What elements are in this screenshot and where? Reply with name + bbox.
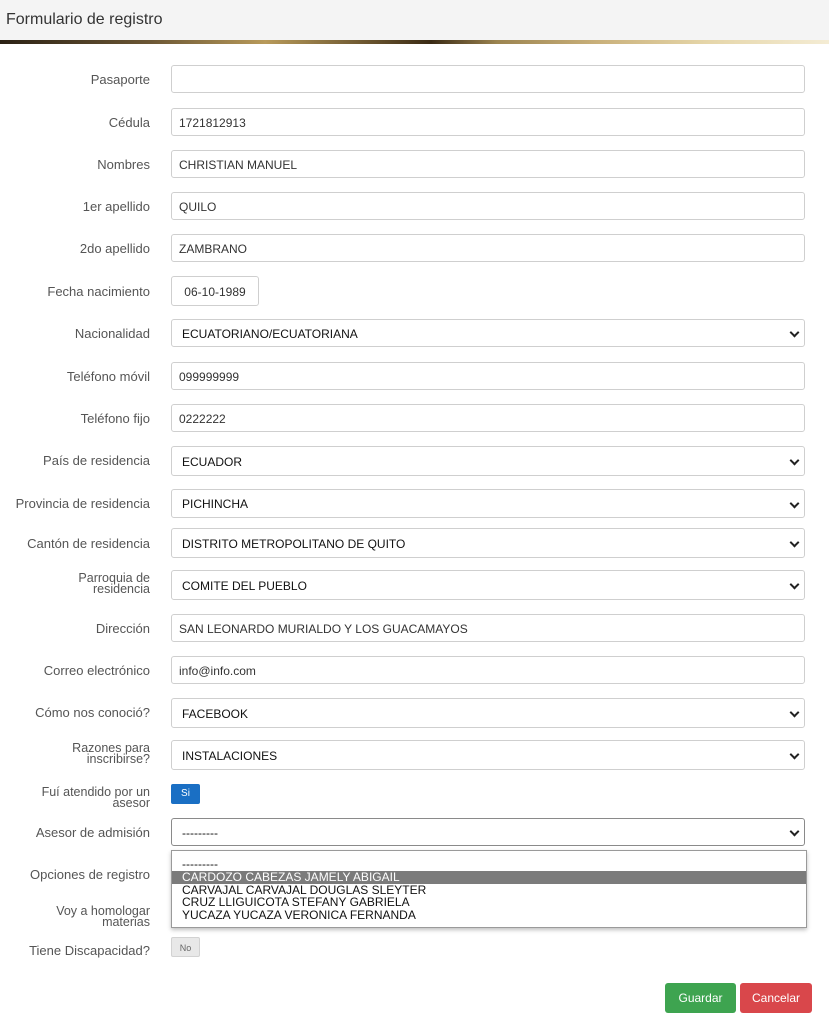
- fecha-input[interactable]: 06-10-1989: [171, 276, 259, 306]
- canton-select[interactable]: [171, 528, 805, 558]
- movil-label: Teléfono móvil: [66, 369, 150, 384]
- fijo-label: Teléfono fijo: [80, 411, 150, 426]
- razones-label: [0, 743, 150, 765]
- razones-label-line2: inscribirse?: [86, 752, 150, 766]
- parroquia-label: [0, 573, 150, 595]
- pais-select[interactable]: [171, 446, 805, 476]
- dropdown-option[interactable]: YUCAZA YUCAZA VERONICA FERNANDA: [182, 908, 416, 923]
- apellido2-input[interactable]: ZAMBRANO: [171, 234, 805, 262]
- correo-label: Correo electrónico: [43, 663, 150, 678]
- parroquia-select[interactable]: [171, 570, 805, 600]
- pais-label: País de residencia: [43, 453, 150, 468]
- dropdown-option[interactable]: CARVAJAL CARVAJAL DOUGLAS SLEYTER: [182, 882, 427, 897]
- canton-label: Cantón de residencia: [27, 536, 150, 551]
- asesor-select[interactable]: [171, 818, 805, 846]
- apellido1-label: 1er apellido: [82, 199, 150, 214]
- parroquia-label-line2: residencia: [93, 582, 150, 596]
- pasaporte-label: Pasaporte: [90, 72, 150, 87]
- direccion-input[interactable]: SAN LEONARDO MURIALDO Y LOS GUACAMAYOS: [171, 614, 805, 642]
- razones-select[interactable]: [171, 740, 805, 770]
- asesor-value: ---------: [182, 826, 218, 840]
- nombres-label: Nombres: [97, 157, 150, 172]
- chevron-down-icon: [790, 708, 800, 718]
- asesor-label: Asesor de admisión: [35, 825, 150, 840]
- atendido-label-line2: asesor: [112, 796, 150, 810]
- nacionalidad-value: ECUATORIANO/ECUATORIANA: [182, 327, 358, 341]
- cancel-button[interactable]: Cancelar: [740, 983, 812, 1013]
- parroquia-value: COMITE DEL PUEBLO: [182, 579, 307, 593]
- conocio-value: FACEBOOK: [182, 707, 249, 721]
- provincia-select[interactable]: [171, 489, 805, 518]
- homologar-label-line1: Voy a homologar: [56, 904, 150, 918]
- nacionalidad-select[interactable]: [171, 319, 805, 347]
- atendido-label: [0, 787, 150, 809]
- nacionalidad-label: Nacionalidad: [74, 326, 150, 341]
- chevron-down-icon: [790, 538, 800, 548]
- direccion-label: Dirección: [95, 621, 150, 636]
- nombres-input[interactable]: CHRISTIAN MANUEL: [171, 150, 805, 178]
- movil-input[interactable]: 099999999: [171, 362, 805, 390]
- header-divider: [0, 40, 829, 44]
- save-button[interactable]: Guardar: [665, 983, 736, 1013]
- canton-value: DISTRITO METROPOLITANO DE QUITO: [182, 537, 406, 551]
- chevron-down-icon: [790, 328, 800, 338]
- parroquia-label-line1: Parroquia de: [78, 571, 150, 585]
- provincia-label: Provincia de residencia: [15, 496, 150, 511]
- page-title: Formulario de registro: [6, 11, 163, 28]
- cedula-label: Cédula: [108, 115, 150, 130]
- atendido-toggle[interactable]: Si: [171, 784, 200, 804]
- correo-input[interactable]: info@info.com: [171, 656, 805, 684]
- dropdown-option[interactable]: CRUZ LLIGUICOTA STEFANY GABRIELA: [182, 895, 410, 910]
- chevron-down-icon: [790, 827, 800, 837]
- pasaporte-input[interactable]: [171, 65, 805, 93]
- fecha-label: Fecha nacimiento: [47, 284, 150, 299]
- atendido-label-line1: Fuí atendido por un: [41, 785, 150, 799]
- chevron-down-icon: [790, 750, 800, 760]
- conocio-select[interactable]: [171, 698, 805, 728]
- homologar-label-line2: materias: [102, 915, 150, 929]
- razones-label-line1: Razones para: [72, 741, 150, 755]
- page-header: [0, 0, 829, 42]
- chevron-down-icon: [790, 499, 800, 509]
- conocio-label: Cómo nos conoció?: [35, 705, 150, 720]
- apellido1-input[interactable]: QUILO: [171, 192, 805, 220]
- asesor-dropdown-list: [171, 850, 807, 928]
- dropdown-option[interactable]: ---------: [182, 857, 218, 871]
- discapacidad-label: Tiene Discapacidad?: [29, 943, 150, 958]
- apellido2-label: 2do apellido: [79, 241, 150, 256]
- chevron-down-icon: [790, 456, 800, 466]
- dropdown-option-highlighted[interactable]: CARDOZO CABEZAS JAMELY ABIGAIL: [172, 871, 806, 884]
- fijo-input[interactable]: 0222222: [171, 404, 805, 432]
- pais-value: ECUADOR: [182, 455, 243, 469]
- discapacidad-toggle[interactable]: No: [171, 937, 200, 957]
- chevron-down-icon: [790, 580, 800, 590]
- opciones-label: Opciones de registro: [30, 867, 150, 882]
- provincia-value: PICHINCHA: [182, 497, 249, 511]
- razones-value: INSTALACIONES: [182, 749, 278, 763]
- cedula-input[interactable]: 1721812913: [171, 108, 805, 136]
- homologar-label: [0, 906, 150, 928]
